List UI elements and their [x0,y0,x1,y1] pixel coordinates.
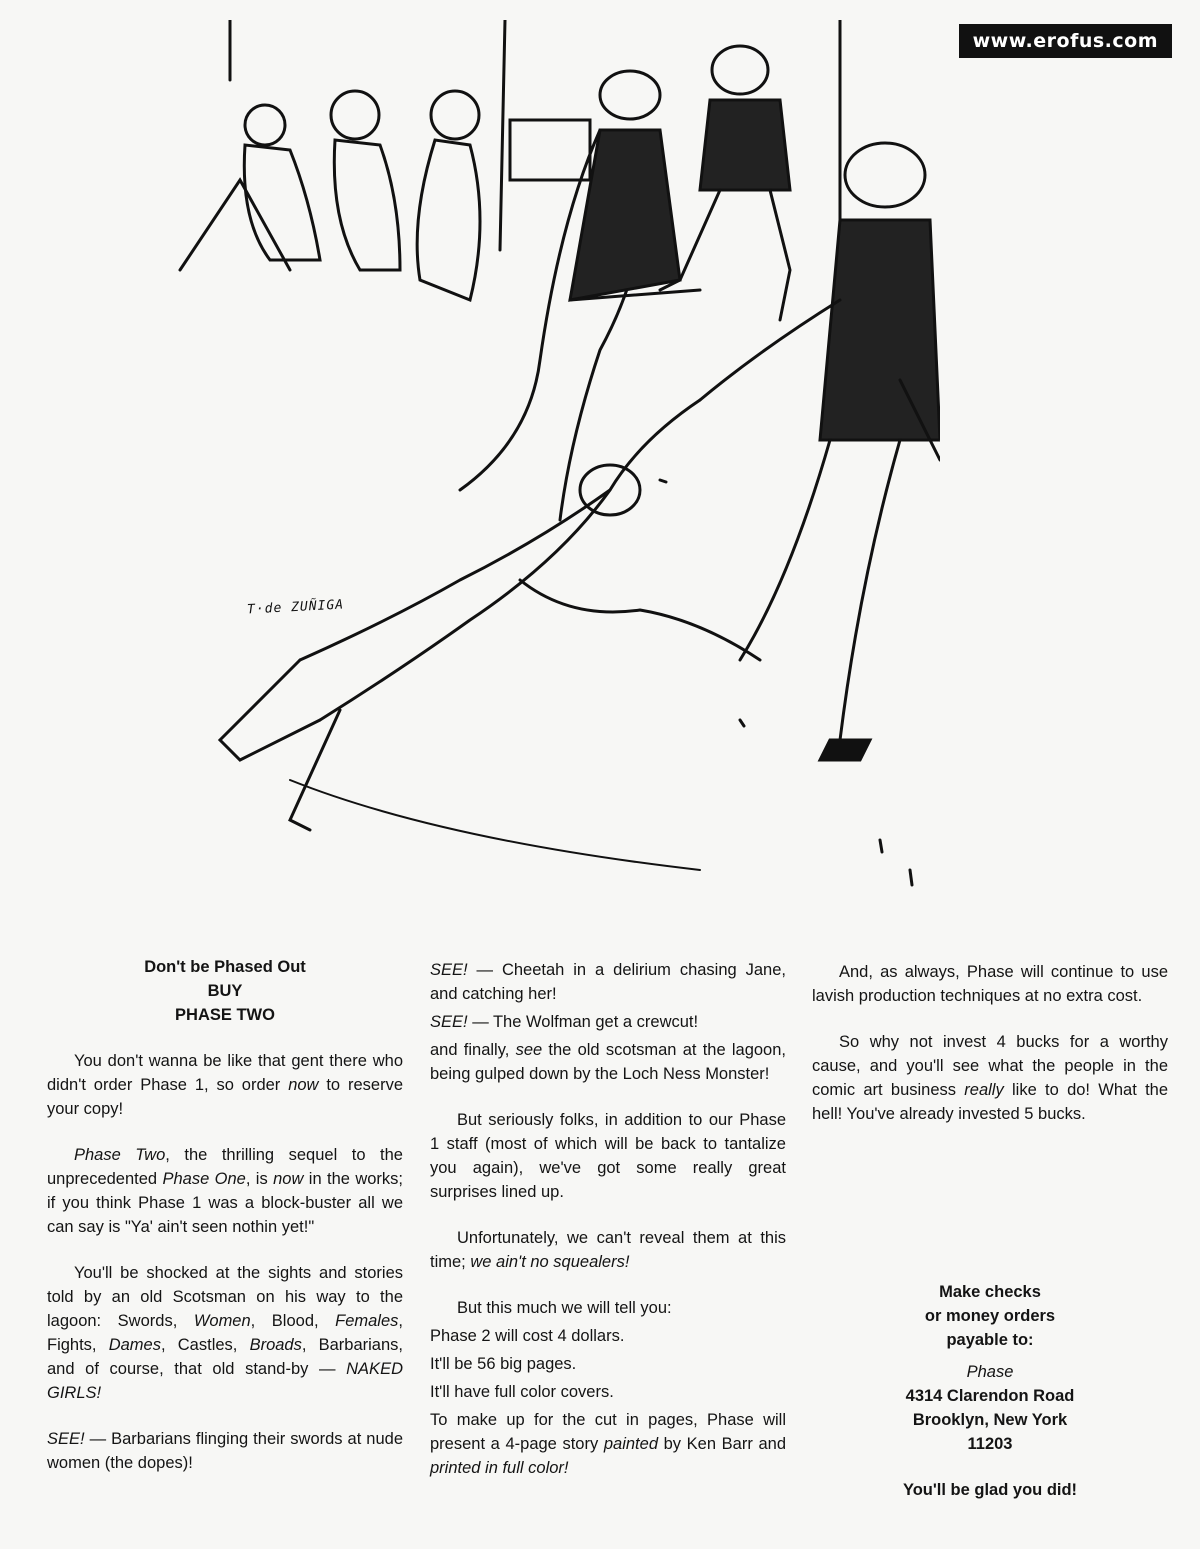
column-left [47,955,403,1497]
sandbag-frame [180,180,290,270]
soldier-leg [740,440,830,660]
post [500,20,505,250]
soldier-torso [820,220,940,440]
soldier-helmet [845,143,925,207]
paragraph-see-wolfman: SEE! — The Wolfman get a crewcut! [430,1013,699,1031]
closing-line: You'll be glad you did! [902,1481,1078,1499]
fact-pages: It'll be 56 big pages. [430,1355,577,1373]
paragraph-scotsman: You'll be shocked at the sights and stories told by an old Scotsman on his way to the lagoon: Swords, Women, Blood, Females, Fights, Dames, Castles, Broads, Barbarians, and of course, that old stand-by — NAKED GIRLS! [47,1264,403,1402]
soldier-helmet [712,46,768,94]
soldier-body [417,140,480,300]
ink-drawing [140,20,940,900]
soldier-leg [460,130,600,490]
fallen-leg [220,660,320,760]
payee: Phase [966,1363,1014,1381]
soldier-helmet [331,91,379,139]
soldier-helmet [431,91,479,139]
ground-crack [520,580,760,660]
zip: 11203 [967,1435,1013,1453]
soldier-helmet [600,71,660,119]
paragraph-tell: But this much we will tell you: [457,1299,672,1317]
ground-mark [880,840,882,852]
soldier-torso [700,100,790,190]
paragraph-always: And, as always, Phase will continue to use lavish production techniques at no extra cost. [812,963,1168,1005]
boot [820,740,870,760]
soldier-body [334,140,400,270]
arm-pulling [700,300,840,400]
checks-line-3: payable to: [946,1331,1034,1349]
paragraph-see-barbarians: SEE! — Barbarians flinging their swords at nude women (the dopes)! [47,1430,403,1472]
paragraph-finally: and finally, see the old scotsman at the lagoon, being gulped down by the Loch Ness Monster! [430,1041,786,1083]
fallen-body [300,400,700,660]
soldier-torso [570,130,680,300]
checks-line-2: or money orders [924,1307,1056,1325]
soldier-leg [770,190,790,320]
city: Brooklyn, New York [912,1411,1068,1429]
payment-address [870,1280,1110,1502]
fallen-leg [290,710,340,830]
ground-mark [740,720,744,726]
soldier-leg [840,440,900,740]
ground-shadow [290,780,700,870]
artist-signature: T·de ZUÑIGA [246,597,345,618]
ground-mark [660,480,666,482]
checks-line-1: Make checks [939,1283,1041,1301]
watermark: www.erofus.com [959,24,1172,58]
soldier-helmet [245,105,285,145]
column-right [812,960,1168,1148]
illustration-soldiers [140,20,940,900]
paragraph-see-cheetah: SEE! — Cheetah in a delirium chasing Jane, and catching her! [430,961,786,1003]
ground-mark [910,870,912,885]
paragraph-seriously: But seriously folks, in addition to our Phase 1 staff (most of which will be back to tantalize you again), we've got some really great surprises lined up. [430,1111,786,1201]
fact-covers: It'll have full color covers. [430,1383,614,1401]
window [510,120,590,180]
street: 4314 Clarendon Road [905,1387,1075,1405]
paragraph-makeup: To make up for the cut in pages, Phase will present a 4-page story painted by Ken Barr and printed in full color! [430,1411,786,1477]
fact-price: Phase 2 will cost 4 dollars. [430,1327,625,1345]
column-middle [430,958,786,1502]
soldier-body [244,145,320,260]
paragraph-unfortunately: Unfortunately, we can't reveal them at this time; we ain't no squealers! [430,1229,786,1271]
paragraph-intro: You don't wanna be like that gent there who didn't order Phase 1, so order now to reserve your copy! [47,1052,403,1118]
headline: Don't be Phased Out BUY PHASE TWO [144,958,306,1024]
paragraph-sequel: Phase Two, the thrilling sequel to the unprecedented Phase One, is now in the works; if you think Phase 1 was a block-buster all we can say is "Ya' ain't seen nothin yet!" [47,1146,403,1236]
paragraph-invest: So why not invest 4 bucks for a worthy cause, and you'll see what the people in the comic art business really like to do! What the hell! You've already invested 5 bucks. [812,1033,1169,1123]
